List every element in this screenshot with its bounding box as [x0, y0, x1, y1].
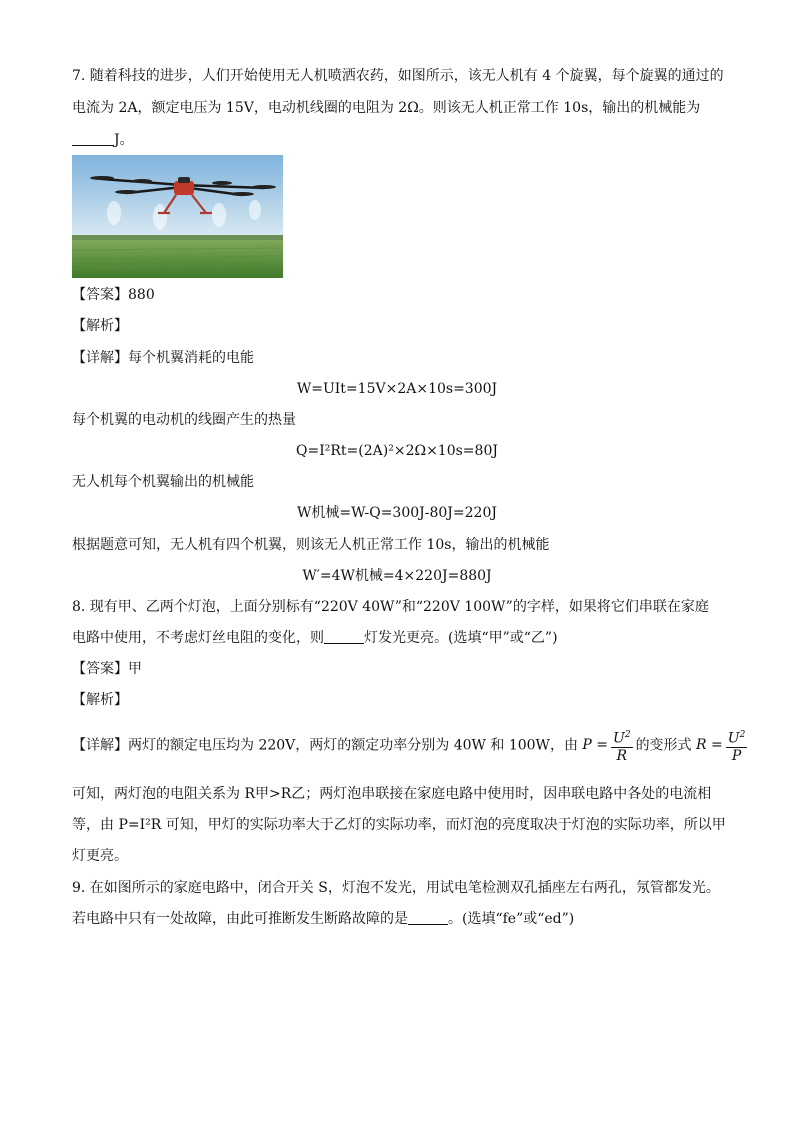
drone-spraying-illustration	[72, 155, 283, 278]
resistance-formula: R = $\frac{U^2}{P}$	[696, 737, 750, 753]
answer-label: 【答案】	[72, 661, 128, 677]
q9-stem-line2	[72, 909, 574, 929]
q7-analysis-label: 【解析】	[72, 318, 128, 334]
q8-stem-prefix: 电路中使用，不考虑灯丝电阻的变化，则	[72, 630, 324, 646]
q8-analysis-label: 【解析】	[72, 692, 128, 708]
q8-detail-2: 可知，两灯泡的电阻关系为 R甲>R乙；两灯泡串联接在家庭电路中使用时，因串联电路中各处的电流相	[72, 786, 712, 802]
detail-label: 【详解】	[72, 737, 128, 754]
answer-label: 【答案】	[72, 287, 128, 303]
q7-detail-1	[72, 348, 254, 368]
q7-answer	[72, 285, 155, 305]
answer-blank	[408, 910, 448, 925]
power-formula: P = $\frac{U^2}{R}$	[582, 737, 635, 753]
q8-detail-4: 灯更亮。	[72, 848, 128, 864]
q7-stem-suffix: J。	[114, 132, 134, 148]
q9-stem-prefix: 若电路中只有一处故障，由此可推断发生断路故障的是	[72, 911, 408, 927]
answer-value: 甲	[128, 661, 142, 677]
q7-equation-3: W机械=W-Q=300J-80J=220J	[297, 505, 497, 521]
q8-stem-line1: 8. 现有甲、乙两个灯泡，上面分别标有“220V 40W”和“220V 100W”的字样，如果将它们串联在家庭	[72, 599, 709, 615]
q7-stem-line1: 7. 随着科技的进步，人们开始使用无人机喷洒农药，如图所示，该无人机有 4 个旋翼，每个旋翼的通过的	[72, 68, 724, 84]
q7-equation-2: Q=I²Rt=(2A)²×2Ω×10s=80J	[296, 443, 498, 459]
q7-equation-1: W=UIt=15V×2A×10s=300J	[296, 381, 498, 397]
answer-value: 880	[128, 287, 155, 303]
detail-text: 两灯的额定电压均为 220V，两灯的额定功率分别为 40W 和 100W，由	[128, 737, 578, 754]
detail-label: 【详解】	[72, 350, 128, 366]
q8-detail-3: 等，由 P=I²R 可知，甲灯的实际功率大于乙灯的实际功率，而灯泡的亮度取决于灯泡的实际功率，所以甲	[72, 817, 726, 833]
detail-text: 的变形式	[635, 737, 692, 754]
answer-blank	[72, 131, 114, 146]
q8-stem-line2	[72, 628, 558, 648]
q7-stem-line3	[72, 130, 134, 150]
q8-answer	[72, 659, 142, 679]
drone-photo	[72, 155, 283, 278]
q7-detail-2: 每个机翼的电动机的线圈产生的热量	[72, 412, 296, 428]
q7-detail-3: 无人机每个机翼输出的机械能	[72, 474, 254, 490]
q8-detail-1	[72, 727, 750, 767]
detail-text: 每个机翼消耗的电能	[128, 350, 254, 366]
q8-stem-suffix: 灯发光更亮。(选填“甲”或“乙”)	[364, 630, 558, 646]
q7-detail-4: 根据题意可知，无人机有四个机翼，则该无人机正常工作 10s，输出的机械能	[72, 537, 550, 553]
q7-equation-4: W′=4W机械=4×220J=880J	[302, 568, 492, 584]
answer-blank	[324, 629, 364, 644]
q9-stem-suffix: 。(选填“fe”或“ed”)	[448, 911, 575, 927]
q9-stem-line1: 9. 在如图所示的家庭电路中，闭合开关 S，灯泡不发光，用试电笔检测双孔插座左右两孔，氖管都发光。	[72, 880, 720, 896]
q7-stem-line2: 电流为 2A，额定电压为 15V，电动机线圈的电阻为 2Ω。则该无人机正常工作 10s，输出的机械能为	[72, 100, 701, 116]
